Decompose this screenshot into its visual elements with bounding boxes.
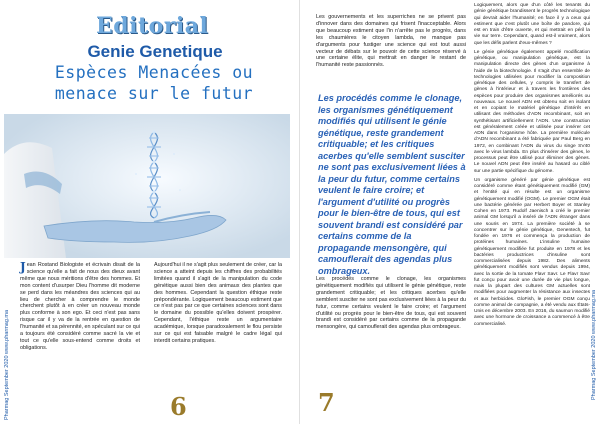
article-title-line-1: Espèces Menacées ou [54,63,254,82]
side-credit-left: Pharmag September 2020 www.pharmag.ma [4,309,10,420]
article-title [18,62,290,104]
right-column-2 [474,3,590,331]
right-column-1-outro [316,276,466,331]
pull-quote: Les procédés comme le clonage, les organismes génétiquement modifiés qui utilisent le génie génétique, reste grandement critiquable; et les critiques acerbes qu'elle semblent susciter ne sont pas exclusivement liées à la peur du futur, comme certains veulent le faire croire; et l'argument d'utilité ou progrès pour le bien-être de tous, qui est souvent brandi est considéré par certains comme de la propagande mensongère, qui camouflerait des agendas plus ombrageux. [318,93,466,276]
right-column-2-paragraph-2: Le génie génétique également appelé modification génétique, ou manipulation génétique, est la manipulation directe des gènes d'un organisme à l'aide de la biotechnologie. Il s'agit d'un ensemble de technologies utilisées pour modifier la composition génétique des cellules, y compris le transfert de gènes à l'intérieur et à travers les frontières des espèces pour produire des organismes améliorés ou nouveaux. Le nouvel ADN est obtenu soit en isolant et en copiant le matériel génétique d'intérêt en utilisant des méthodes d'ADN recombinant, soit en synthétisant artificiellement l'ADN. Une construction est généralement créée et utilisée pour insérer cet ADN dans l'organisme hôte. La première molécule d'ADN recombinant a été fabriquée par Paul Berg en 1972, en combinant l'ADN du virus du singe SV40 avec le virus lambda. En plus d'insérer des gènes, le processus peut être utilisé pour éliminer des gènes. Le nouvel ADN peut être inséré au hasard ou ciblé sur une partie spécifique du génome. [474,49,590,174]
page-number-left: 6 [170,392,187,421]
dna-hand-illustration [4,114,290,258]
hero-image-dna-hand [4,114,290,258]
page-number-right: 7 [318,388,335,417]
left-column-2-text: Aujourd'hui il ne s'agit plus seulement de créer, car la science a atteint depuis les chiffres des probabilités limitées quand il s'agit de la manipulation du code génétique aussi bien des animaux des plantes que des hommes. Cependant la question éthique reste prépondérante. Logiquement beaucoup estiment que ce n'est pas par ce que certaines sciences sont dans le domaine du possible qu'elles doivent prospérer. Cependant, l'éthique reste un argumentaire académique, lorsque paradoxalement le flou persiste sur ce qui est faisable malgré le cadre légal qui interdit certains pratiques. [154,262,282,344]
side-credit-right: Pharmag September 2020 www.pharmag.ma [591,289,597,400]
drop-cap: J [20,260,26,274]
left-column-1-text: ean Rostand Biologiste et écrivain disait de la science qu'elle a fait de nous des dieux avant même que nous méritions d'être des hommes. Et mon content d'usurper Dieu l'homme dit moderne se perd dans les méandres des sciences qui au lieu de chercher à comprendre le monde cherchent plutôt à en créer un nouveau monde plus conforme à son ego. Et ceci n'est pas sans risque car il y va de la rentrée en question de l'humanité et sa pérennité, en spéculant sur ce qui a toujours été considéré comme sacré la vie et tout ce qu'elle sous-entend comme droits et obligations. [20,262,140,351]
right-column-2-paragraph-1: Logiquement, alors que d'un côté les tenants du génie génétique brandissent le progrès technologique qui devrait aider l'humanité; en face il y a ceux qui estiment que c'est plutôt une boîte de pandore, qui est en train d'être ouverte, et qui mettrait en péril la vie sur terre. Cependant, quand est-il vraiment, alors que les défis parlent d'eux-mêmes ? [474,3,590,46]
right-column-1-intro-text: Les gouvernements et les superriches ne se privent pas d'innover dans des domaines qui frisent l'inacceptable. Alors que beaucoup estiment que l'in n'arrête pas le progrès, dans les chaumières le citoyen lambda, ne manque pas d'arguments pour fustiger une science qui est tout aussi vecteur de débats sur le pouvoir de cette science réservé à une certaine élite, qui mettrait en danger le restant de l'humanité reste passionnés. [316,14,466,69]
right-column-2-paragraph-3: Un organisme généré par génie génétique est considéré comme étant génétiquement modifié (GM) et l'entité qui en résulte est un organisme génétiquement modifié (OGM). Le premier OGM était une bactérie générée par Herbert Boyer et Stanley Cohen en 1973. Rudolf Jaenisch a créé le premier animal GM lorsqu'il a inséré de l'ADN étranger dans une souris en 1974. La première société à se concentrer sur le génie génétique, Genentech, fut fondée en 1976 et commença la production de protéines humaines. L'insuline humaine génétiquement modifiée fut produite en 1978 et les bactéries productrices d'insuline sont commercialisées depuis 1982. Des aliments génétiquement modifiés sont vendus depuis 1994, avec la sortie de la tomate Flavr Savr. Le Flavr Savr fut conçu pour avoir une durée de vie plus longue, mais la plupart des cultures GM actuelles sont modifiées pour augmenter la résistance aux insectes et aux herbicides. GloFish, le premier OGM conçu comme animal de compagnie, a été vendu aux États-Unis en décembre 2003. En 2016, du saumon modifié avec une hormone de croissance a commencé à être commercialisé. [474,177,590,327]
right-column-1-intro [316,14,466,69]
left-column-2 [154,262,282,345]
section-topic: Genie Genetique [87,42,223,61]
editorial-heading: Editorial [96,13,209,39]
article-title-line-2: menace sur le futur [54,84,254,103]
left-column-1 [20,262,140,352]
right-column-1-outro-text: Les procédés comme le clonage, les organismes génétiquement modifiés qui utilisent le génie génétique, reste grandement critiquable; et les critiques acerbes qu'elle semblent susciter ne sont pas exclusivement liées à la peur du futur, comme certains veulent le faire croire; et l'argument d'utilité ou progrès pour le bien-être de tous, qui est souvent brandi est considéré par certains comme de la propagande mensongère, qui camouflerait des agendas plus ombrageux. [316,276,466,331]
